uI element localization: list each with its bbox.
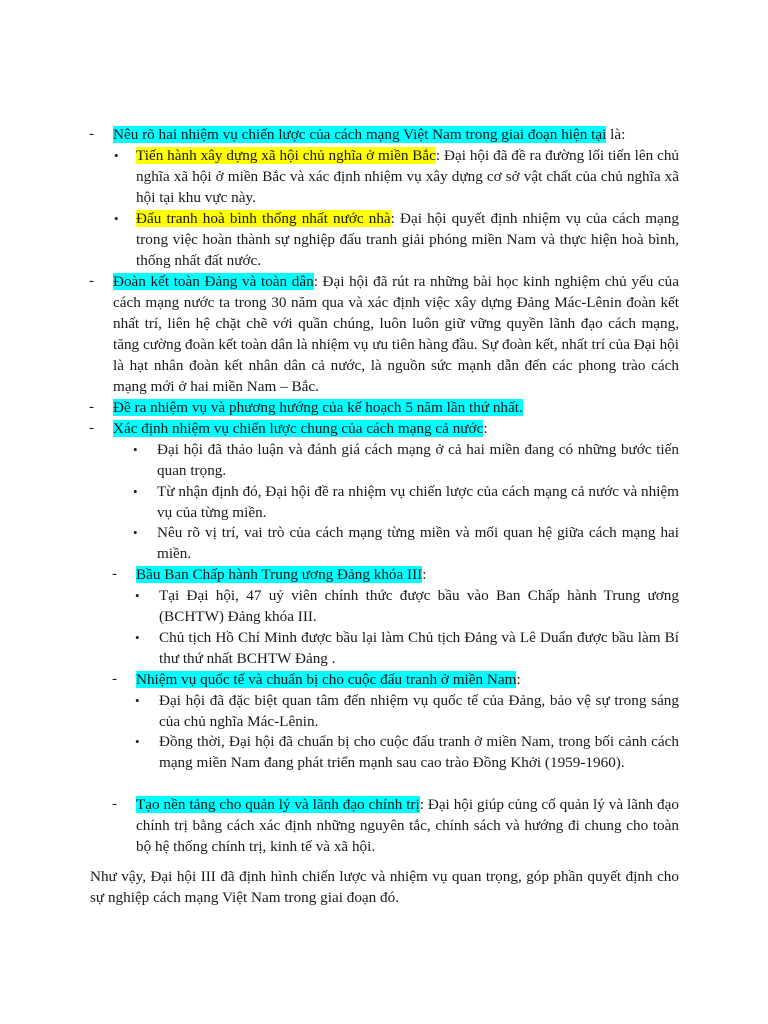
bullet-marker: • xyxy=(133,484,138,499)
dash-marker: - xyxy=(112,671,117,687)
dash-marker: - xyxy=(89,399,94,415)
paragraph xyxy=(113,124,679,145)
dash-marker: - xyxy=(89,126,94,142)
list-item xyxy=(133,439,679,481)
highlighted-heading: Tạo nền tảng cho quản lý và lãnh đạo chính trị xyxy=(136,796,420,813)
bullet-marker: • xyxy=(135,588,140,603)
paragraph: Từ nhận định đó, Đại hội đề ra nhiệm vụ chiến lược của cách mạng cả nước và nhiệm vụ của từng miền. xyxy=(157,483,679,521)
paragraph xyxy=(113,271,679,397)
body-text: : Đại hội đã rút ra những bài học kinh nghiệm chủ yếu của cách mạng nước ta trong 30 năm qua và xác định việc xây dựng Đảng Mác-Lênin đoàn kết nhất trí, liên hệ chặt chẽ với quần chúng, luôn luôn giữ vững quyền lãnh đạo cách mạng, tăng cường đoàn kết toàn dân là nhiệm vụ ưu tiên hàng đầu. Sự đoàn kết, nhất trí của Đại hội là hạt nhân đoàn kết nhân dân cả nước, là nguồn sức mạnh dẫn đến các phong trào cách mạng mới ở hai miền Nam – Bắc. xyxy=(113,273,680,395)
bullet-marker: • xyxy=(135,734,140,749)
highlighted-heading: Đoàn kết toàn Đảng và toàn dân xyxy=(113,273,314,290)
paragraph: Như vậy, Đại hội III đã định hình chiến lược và nhiệm vụ quan trọng, góp phần quyết định cho sự nghiệp cách mạng Việt Nam trong giai đoạn đó. xyxy=(90,868,679,906)
highlighted-heading: Nhiệm vụ quốc tế và chuẩn bị cho cuộc đấu tranh ở miền Nam xyxy=(136,671,517,688)
bullet-marker: • xyxy=(133,525,138,540)
paragraph: Đại hội đã thảo luận và đánh giá cách mạng ở cả hai miền đang có những bước tiến quan trọng. xyxy=(157,441,679,479)
list-item xyxy=(114,145,680,208)
list-item xyxy=(112,794,679,857)
list-item xyxy=(112,564,679,585)
bullet-marker: • xyxy=(114,211,119,226)
conclusion-paragraph xyxy=(90,866,679,908)
highlighted-heading: Đề ra nhiệm vụ và phương hướng của kế hoạch 5 năm lần thứ nhất. xyxy=(113,399,523,416)
paragraph xyxy=(136,794,679,857)
list-item xyxy=(135,585,679,627)
bullet-marker: • xyxy=(114,148,119,163)
highlighted-heading: Đấu tranh hoà bình thống nhất nước nhà xyxy=(136,210,391,227)
body-text: : Đại hội quyết định nhiệm vụ của cách mạng trong việc hoàn thành sự nghiệp đấu tranh giải phóng miền Nam và thực hiện hoà bình, thống nhất đất nước. xyxy=(136,210,679,269)
highlighted-heading: Nêu rõ hai nhiệm vụ chiến lược của cách mạng Việt Nam trong giai đoạn hiện tại xyxy=(113,126,607,143)
body-text: : Đại hội đã đề ra đường lối tiến lên chủ nghĩa xã hội ở miền Bắc và xác định nhiệm vụ xây dựng cơ sở vật chất của chủ nghĩa xã hội tại khu vực này. xyxy=(136,147,680,206)
paragraph xyxy=(136,669,679,690)
list-item xyxy=(133,481,679,523)
list-item xyxy=(114,208,679,271)
body-text: : xyxy=(422,566,427,583)
highlighted-heading: Tiến hành xây dựng xã hội chủ nghĩa ở miền Bắc xyxy=(136,147,436,164)
bullet-marker: • xyxy=(135,630,140,645)
paragraph: Nêu rõ vị trí, vai trò của cách mạng từng miền và mối quan hệ giữa cách mạng hai miền. xyxy=(157,524,679,562)
bullet-marker: • xyxy=(133,442,138,457)
paragraph xyxy=(136,145,679,208)
paragraph: Đại hội đã đặc biệt quan tâm đến nhiệm vụ quốc tế của Đảng, bảo vệ sự trong sáng của chủ nghĩa Mác-Lênin. xyxy=(159,692,679,730)
paragraph: Đồng thời, Đại hội đã chuẩn bị cho cuộc đấu tranh ở miền Nam, trong bối cảnh cách mạng miền Nam đang phát triển mạnh sau cao trào Đồng Khởi (1959-1960). xyxy=(159,733,679,771)
paragraph: Tại Đại hội, 47 uỷ viên chính thức được bầu vào Ban Chấp hành Trung ương (BCHTW) Đảng khóa III. xyxy=(159,587,679,625)
paragraph xyxy=(113,418,679,439)
paragraph xyxy=(136,564,679,585)
list-item xyxy=(89,124,679,145)
list-item xyxy=(133,522,679,564)
list-item xyxy=(89,271,680,397)
paragraph xyxy=(113,397,679,418)
dash-marker: - xyxy=(89,273,94,289)
highlighted-heading: Bầu Ban Chấp hành Trung ương Đảng khóa III xyxy=(136,566,423,583)
list-item xyxy=(112,669,679,690)
dash-marker: - xyxy=(89,420,94,436)
paragraph xyxy=(136,208,679,271)
body-text: : xyxy=(483,420,488,437)
list-item xyxy=(135,731,679,773)
bullet-marker: • xyxy=(135,693,140,708)
dash-marker: - xyxy=(112,796,117,812)
dash-marker: - xyxy=(112,566,117,582)
list-item xyxy=(89,418,679,439)
list-item xyxy=(89,397,679,418)
paragraph: Chủ tịch Hồ Chí Minh được bầu lại làm Chủ tịch Đảng và Lê Duẩn được bầu làm Bí thư thứ nhất BCHTW Đảng . xyxy=(159,629,679,667)
body-text: : Đại hội giúp củng cố quản lý và lãnh đạo chính trị bằng cách xác định những nguyên tắc, chính sách và hướng đi chung cho toàn bộ hệ thống chính trị, kinh tế và xã hội. xyxy=(136,796,679,855)
body-text: là: xyxy=(606,126,626,143)
list-item xyxy=(135,627,679,669)
highlighted-heading: Xác định nhiệm vụ chiến lược chung của cách mạng cả nước xyxy=(113,420,484,437)
list-item xyxy=(135,690,679,732)
body-text: : xyxy=(516,671,521,688)
